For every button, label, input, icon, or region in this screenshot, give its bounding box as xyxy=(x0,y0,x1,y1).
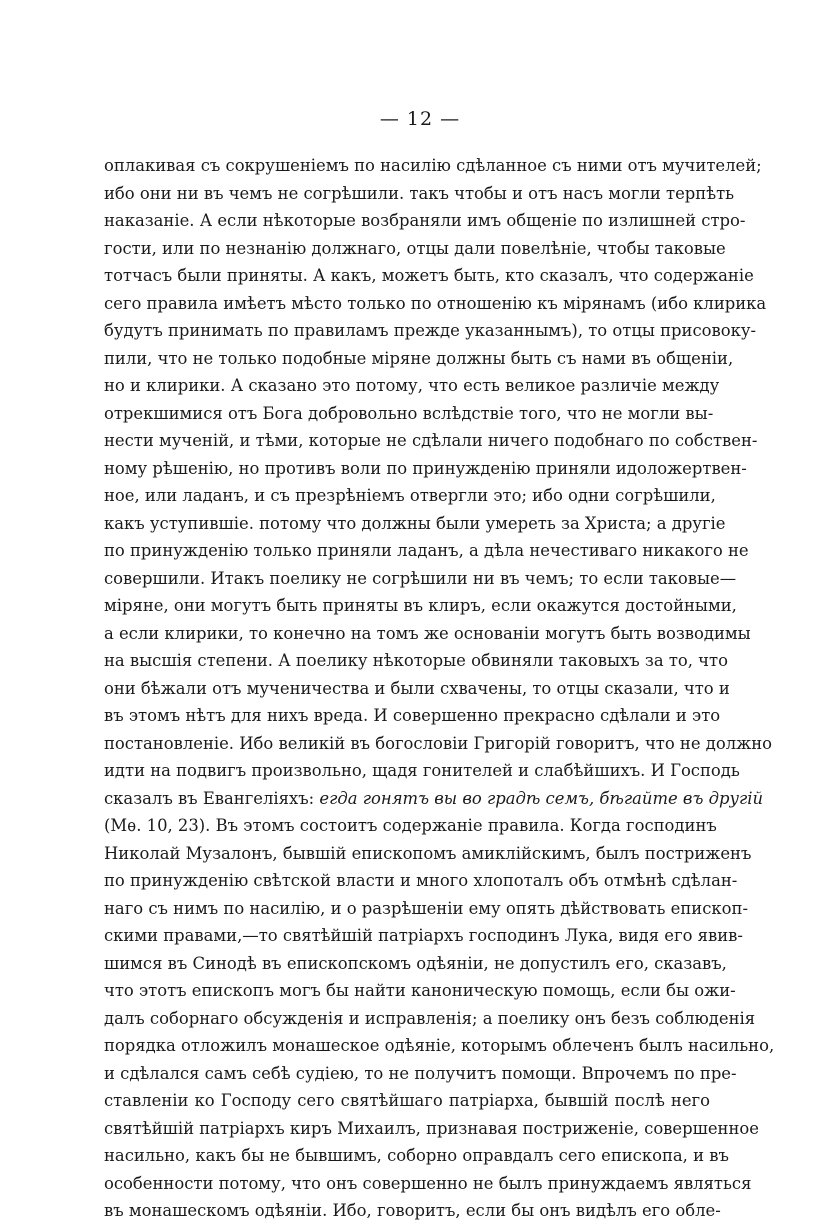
text-segment: въ монашескомъ одѣяніи. Ибо, говоритъ, если бы онъ видѣлъ его обле- xyxy=(104,1201,721,1220)
text-segment: сказалъ въ Евангеліяхъ: xyxy=(104,788,320,808)
text-line xyxy=(104,977,736,1005)
text-line xyxy=(104,647,728,675)
text-segment: святѣйшій патріархъ киръ Михаилъ, признавая постриженіе, совершенное xyxy=(104,1118,759,1138)
text-segment: и сдѣлался самъ себѣ судіею, то не получитъ помощи. Впрочемъ по пре- xyxy=(104,1063,737,1083)
text-line xyxy=(104,922,743,950)
text-segment: шимся въ Синодѣ въ епископскомъ одѣяніи, не допустилъ его, сказавъ, xyxy=(104,953,727,973)
text-segment: пили, что не только подобные міряне должны быть съ нами въ общеніи, xyxy=(104,348,734,368)
text-line xyxy=(104,537,749,565)
text-line xyxy=(104,290,767,318)
text-line xyxy=(104,1060,737,1088)
text-line xyxy=(104,565,737,593)
text-segment: идти на подвигъ произвольно, щадя гонителей и слабѣйшихъ. И Господь xyxy=(104,761,740,780)
text-line xyxy=(104,207,746,235)
text-segment: ное, или ладанъ, и съ презрѣніемъ отвергли это; ибо одни согрѣшили, xyxy=(104,486,716,505)
page-number: — 12 — xyxy=(379,108,461,130)
text-segment: а если клирики, то конечно на томъ же основаніи могутъ быть возводимы xyxy=(104,623,751,643)
text-segment: нести мученій, и тѣми, которые не сдѣлали ничего подобнаго по собствен- xyxy=(104,431,758,450)
text-segment: въ этомъ нѣтъ для нихъ вреда. И совершенно прекрасно сдѣлали и это xyxy=(104,706,721,725)
text-line xyxy=(104,950,727,978)
text-segment: будутъ принимать по правиламъ прежде указаннымъ), то отцы присовоку- xyxy=(104,321,757,340)
text-line xyxy=(104,1115,759,1143)
text-line xyxy=(104,620,751,648)
text-line xyxy=(104,152,762,180)
text-line xyxy=(104,1087,710,1115)
text-line xyxy=(104,840,752,868)
text-line xyxy=(104,510,726,538)
text-segment: по принужденію свѣтской власти и много хлопоталъ объ отмѣнѣ сдѣлан- xyxy=(104,871,738,890)
text-segment: оплакивая съ сокрушеніемъ по насилію сдѣланное съ ними отъ мучителей; xyxy=(104,156,762,175)
text-line xyxy=(104,262,754,290)
text-segment: порядка отложилъ монашеское одѣяніе, которымъ облеченъ былъ насильно, xyxy=(104,1036,775,1055)
text-segment: какъ уступившіе. потому что должны были умереть за Христа; а другіе xyxy=(104,513,726,533)
text-line xyxy=(104,1032,775,1060)
text-line xyxy=(104,702,721,730)
scripture-quote: егда гонятъ вы во градѣ семъ, бѣгайте въ другій xyxy=(319,788,764,808)
text-segment: на высшія степени. А поелику нѣкоторые обвиняли таковыхъ за то, что xyxy=(104,651,728,670)
text-segment: наго съ нимъ по насилію, и о разрѣшеніи ему опять дѣйствовать епископ- xyxy=(104,898,748,918)
text-line xyxy=(104,1170,752,1198)
text-line xyxy=(104,180,735,208)
text-segment: насильно, какъ бы не бывшимъ, соборно оправдалъ сего епископа, и въ xyxy=(104,1146,729,1165)
text-segment: но и клирики. А сказано это потому, что есть великое различіе между xyxy=(104,376,720,395)
text-line xyxy=(104,482,716,510)
text-line xyxy=(104,867,738,895)
text-line xyxy=(104,1197,721,1225)
text-segment: постановленіе. Ибо великій въ богословіи Григорій говоритъ, что не должно xyxy=(104,733,773,753)
text-line xyxy=(104,455,747,483)
text-segment: тотчасъ были приняты. А какъ, можетъ быть, кто сказалъ, что содержаніе xyxy=(104,266,754,285)
text-segment: по принужденію только приняли ладанъ, а дѣла нечестиваго никакого не xyxy=(104,541,749,560)
text-segment: скими правами,—то святѣйшій патріархъ господинъ Лука, видя его явив- xyxy=(104,926,743,945)
text-line xyxy=(104,427,758,455)
text-line xyxy=(104,895,748,923)
text-segment: ибо они ни въ чемъ не согрѣшили. такъ чтобы и отъ насъ могли терпѣть xyxy=(104,183,735,203)
text-line xyxy=(104,372,720,400)
text-line xyxy=(104,592,737,620)
text-segment: особенности потому, что онъ совершенно не былъ принуждаемъ являться xyxy=(104,1173,752,1193)
text-segment: наказаніе. А если нѣкоторые возбраняли имъ общеніе по излишней стро- xyxy=(104,211,746,230)
text-segment: сего правила имѣетъ мѣсто только по отношенію къ мірянамъ (ибо клирика xyxy=(104,293,767,313)
text-line xyxy=(104,345,734,373)
text-segment: міряне, они могутъ быть приняты въ клиръ, если окажутся достойными, xyxy=(104,596,737,615)
text-line xyxy=(104,1005,756,1033)
text-segment: (Мѳ. 10, 23). Въ этомъ состоитъ содержаніе правила. Когда господинъ xyxy=(104,816,717,835)
text-segment: совершили. Итакъ поелику не согрѣшили ни въ чемъ; то если таковые— xyxy=(104,568,737,588)
text-line xyxy=(104,675,730,703)
text-line xyxy=(104,785,764,813)
text-segment: далъ соборнаго обсужденія и исправленія; а поелику онъ безъ соблюденія xyxy=(104,1008,756,1028)
text-line xyxy=(104,235,726,263)
text-segment: ставленіи ко Господу сего святѣйшаго патріарха, бывшій послѣ него xyxy=(104,1091,710,1110)
text-segment: ному рѣшенію, но противъ воли по принужденію приняли идоложертвен- xyxy=(104,458,747,478)
text-line xyxy=(104,812,717,840)
text-segment: что этотъ епископъ могъ бы найти каноническую помощь, если бы ожи- xyxy=(104,981,736,1000)
text-line xyxy=(104,757,740,785)
text-line xyxy=(104,730,773,758)
text-segment: отрекшимися отъ Бога добровольно вслѣдствіе того, что не могли вы- xyxy=(104,403,714,423)
text-segment: они бѣжали отъ мученичества и были схвачены, то отцы сказали, что и xyxy=(104,678,730,698)
text-segment: Николай Музалонъ, бывшій епископомъ амиклійскимъ, былъ постриженъ xyxy=(104,843,752,863)
text-segment: гости, или по незнанію должнаго, отцы дали повелѣніе, чтобы таковые xyxy=(104,238,726,258)
text-line xyxy=(104,317,757,345)
text-line xyxy=(104,1142,729,1170)
body-text xyxy=(104,152,775,1225)
text-line xyxy=(104,400,714,428)
